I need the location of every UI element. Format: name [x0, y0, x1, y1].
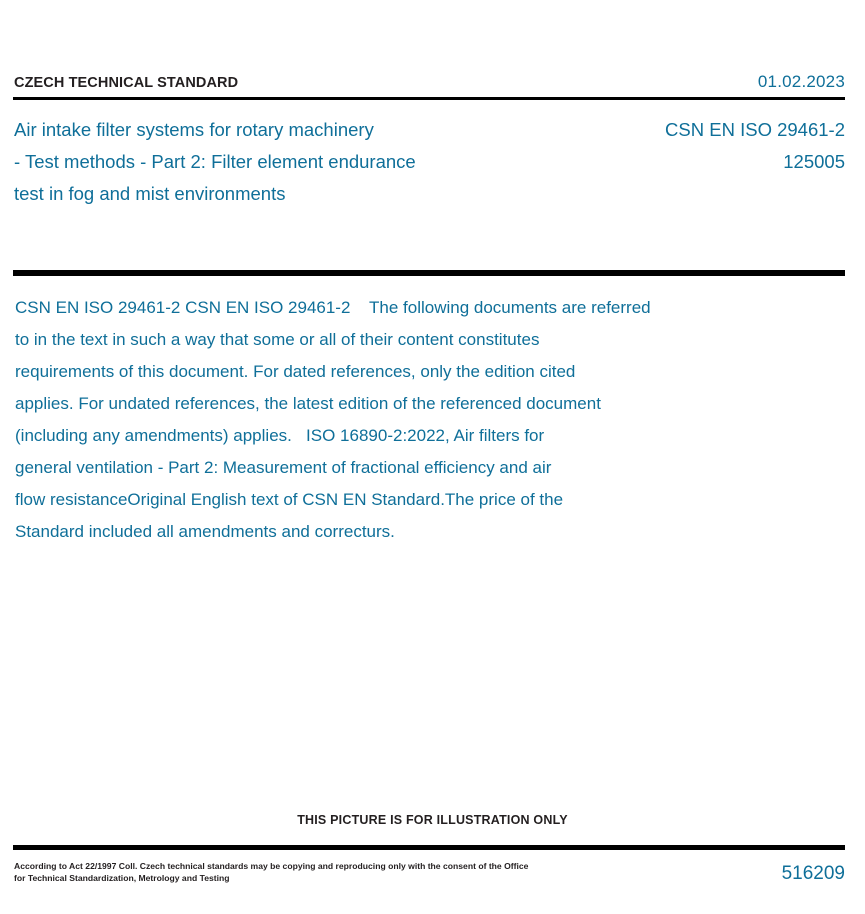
abstract-line: flow resistanceOriginal English text of CSN EN Standard.The price of the [15, 490, 564, 509]
footer-legal-notice [14, 861, 528, 884]
abstract-line: CSN EN ISO 29461-2 CSN EN ISO 29461-2 The following documents are referred [15, 298, 651, 317]
section-divider-bottom [13, 845, 845, 850]
standard-title-line-3: test in fog and mist environments [14, 183, 286, 204]
header-divider [13, 97, 845, 100]
abstract-line: applies. For undated references, the latest edition of the referenced document [15, 394, 601, 413]
abstract-line: general ventilation - Part 2: Measurement of fractional efficiency and air [15, 458, 552, 477]
section-divider-top [13, 270, 845, 276]
header [14, 72, 845, 94]
footer [14, 861, 845, 885]
order-number: 516209 [781, 863, 845, 884]
abstract-line: to in the text in such a way that some or all of their content constitutes [15, 330, 540, 349]
title-block [14, 114, 845, 210]
publication-date: 01.02.2023 [757, 72, 845, 91]
abstract-line: requirements of this document. For dated references, only the edition cited [15, 362, 576, 381]
standard-code: CSN EN ISO 29461-2 [665, 119, 845, 140]
abstract-line: (including any amendments) applies. ISO 16890-2:2022, Air filters for [15, 426, 545, 445]
abstract-line: Standard included all amendments and correcturs. [15, 522, 395, 541]
illustration-disclaimer: THIS PICTURE IS FOR ILLUSTRATION ONLY [297, 813, 568, 827]
footer-legal-line-1: According to Act 22/1997 Coll. Czech technical standards may be copying and reproducing only with the consent of the Office [14, 861, 529, 871]
standard-title [14, 114, 416, 210]
standard-title-line-1: Air intake filter systems for rotary machinery [14, 119, 374, 140]
abstract-text [15, 292, 835, 548]
standard-identifiers [665, 114, 845, 178]
footer-legal-line-2: for Technical Standardization, Metrology and Testing [14, 872, 230, 883]
catalog-number: 125005 [783, 151, 845, 172]
document-kind-label: CZECH TECHNICAL STANDARD [14, 75, 239, 91]
standard-title-line-2: - Test methods - Part 2: Filter element endurance [14, 151, 416, 172]
